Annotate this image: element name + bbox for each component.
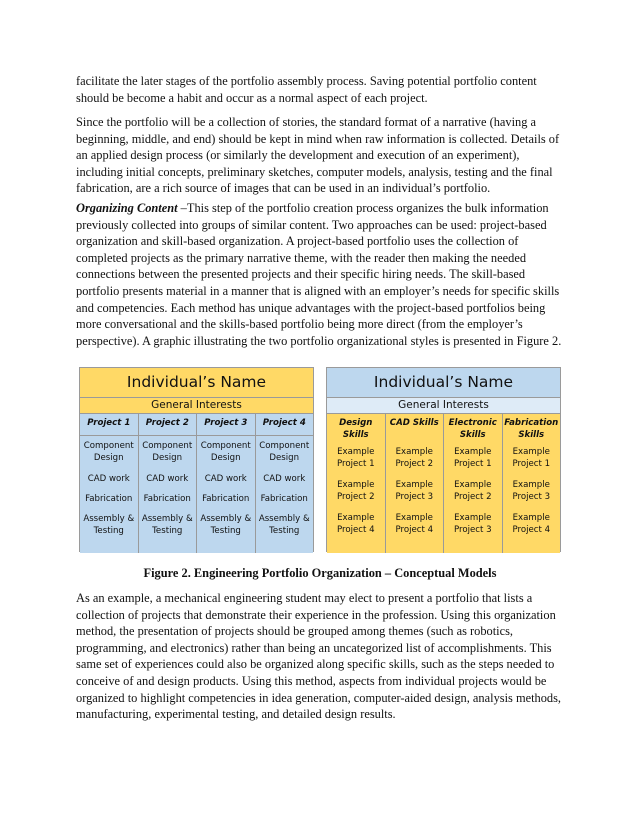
left-cell: Fabrication	[85, 494, 133, 504]
project-based-panel	[79, 367, 314, 552]
left-cell: Fabrication	[260, 494, 308, 504]
left-panel-interests: General Interests	[80, 398, 313, 414]
right-cell: Example Project 4	[512, 513, 551, 535]
left-column-head: Project 4	[256, 414, 314, 436]
right-cell: Example Project 2	[395, 447, 434, 469]
paragraph-3-body: –This step of the portfolio creation process organizes the bulk information previously collected into groups of similar content. Two approaches can be used: project-based organization and skill-based organization. A project-based portfolio uses the collection of completed projects as the primary narrative theme, with the reader then making the needed connections between the presented projects and their specific hiring needs. The skill-based portfolio presents material in a manner that is aligned with an employer’s needs for specific skills and competencies. Each method has unique advantages with the project-based portfolios being more conversational and the skills-based portfolio being more direct (from the employer’s perspective). A graphic illustrating the two portfolio organizational styles is presented in Figure 2.	[76, 201, 562, 348]
right-cell: Example Project 3	[453, 513, 492, 535]
right-column-head: Electronic Skills	[448, 418, 497, 440]
left-cell: CAD work	[87, 474, 130, 484]
right-column-head: CAD Skills	[389, 418, 439, 428]
right-cell: Example Project 1	[512, 447, 551, 469]
left-cell: Component Design	[83, 441, 134, 463]
right-cell: Example Project 4	[395, 513, 434, 535]
right-column-2	[386, 414, 445, 553]
right-cell: Example Project 1	[336, 447, 375, 469]
left-cell: Component Design	[259, 441, 310, 463]
right-column-4	[503, 414, 561, 553]
right-panel-interests: General Interests	[327, 398, 560, 414]
left-cell: Assembly & Testing	[258, 514, 310, 536]
skill-based-panel	[326, 367, 561, 552]
right-column-head: Fabrication Skills	[504, 418, 559, 440]
left-column-2	[139, 414, 198, 553]
right-cell: Example Project 2	[336, 480, 375, 502]
left-cell: Assembly & Testing	[83, 514, 135, 536]
figure-caption: Figure 2. Engineering Portfolio Organization – Conceptual Models	[143, 566, 497, 580]
left-column-4	[256, 414, 314, 553]
left-column-head: Project 1	[80, 414, 138, 436]
left-column-1	[80, 414, 139, 553]
paragraph-3-lead: Organizing Content	[76, 201, 178, 215]
right-panel-name: Individual’s Name	[327, 368, 560, 398]
left-column-head: Project 2	[139, 414, 197, 436]
left-cell: CAD work	[204, 474, 247, 484]
right-cell: Example Project 2	[453, 480, 492, 502]
paragraph-1: facilitate the later stages of the portfolio assembly process. Saving potential portfolio content should be become a habit and occur as a normal aspect of each project.	[76, 74, 537, 105]
paragraph-2: Since the portfolio will be a collection of stories, the standard format of a narrative (having a beginning, middle, and end) should be kept in mind when raw information is collected. Details of an applied design process (or similarly the development and execution of an experiment), including initial concepts, preliminary sketches, computer models, analysis, testing and the final fabrication, are a rich source of images that can be used in an individual’s portfolio.	[76, 115, 560, 196]
left-cell: Fabrication	[143, 494, 191, 504]
right-cell: Example Project 4	[336, 513, 375, 535]
right-column-1	[327, 414, 386, 553]
right-column-head: Design Skills	[339, 418, 373, 440]
left-column-head: Project 3	[197, 414, 255, 436]
right-cell: Example Project 3	[395, 480, 434, 502]
left-cell: CAD work	[146, 474, 189, 484]
figure-2	[76, 367, 564, 552]
left-cell: Fabrication	[202, 494, 250, 504]
left-cell: Assembly & Testing	[200, 514, 252, 536]
right-cell: Example Project 1	[453, 447, 492, 469]
left-cell: Component Design	[142, 441, 193, 463]
right-column-3	[444, 414, 503, 553]
left-panel-name: Individual’s Name	[80, 368, 313, 398]
paragraph-3	[76, 200, 564, 349]
left-cell: CAD work	[263, 474, 306, 484]
paragraph-4: As an example, a mechanical engineering student may elect to present a portfolio that lists a collection of projects that demonstrate their experience in the profession. Using this organization method, the presentation of projects should be grouped among themes (such as robotics, programming, and electronics) rather than being an uncategorized list of accomplishments. This same set of experiences could also be organized along specific skills, such as the steps needed to conceive of and design products. Using this method, aspects from individual projects would be organized to highlight competencies in idea generation, computer-aided design, analysis methods, manufacturing, experimental testing, and detailed design results.	[76, 591, 562, 722]
left-cell: Assembly & Testing	[141, 514, 193, 536]
right-cell: Example Project 3	[512, 480, 551, 502]
left-column-3	[197, 414, 256, 553]
left-cell: Component Design	[200, 441, 251, 463]
